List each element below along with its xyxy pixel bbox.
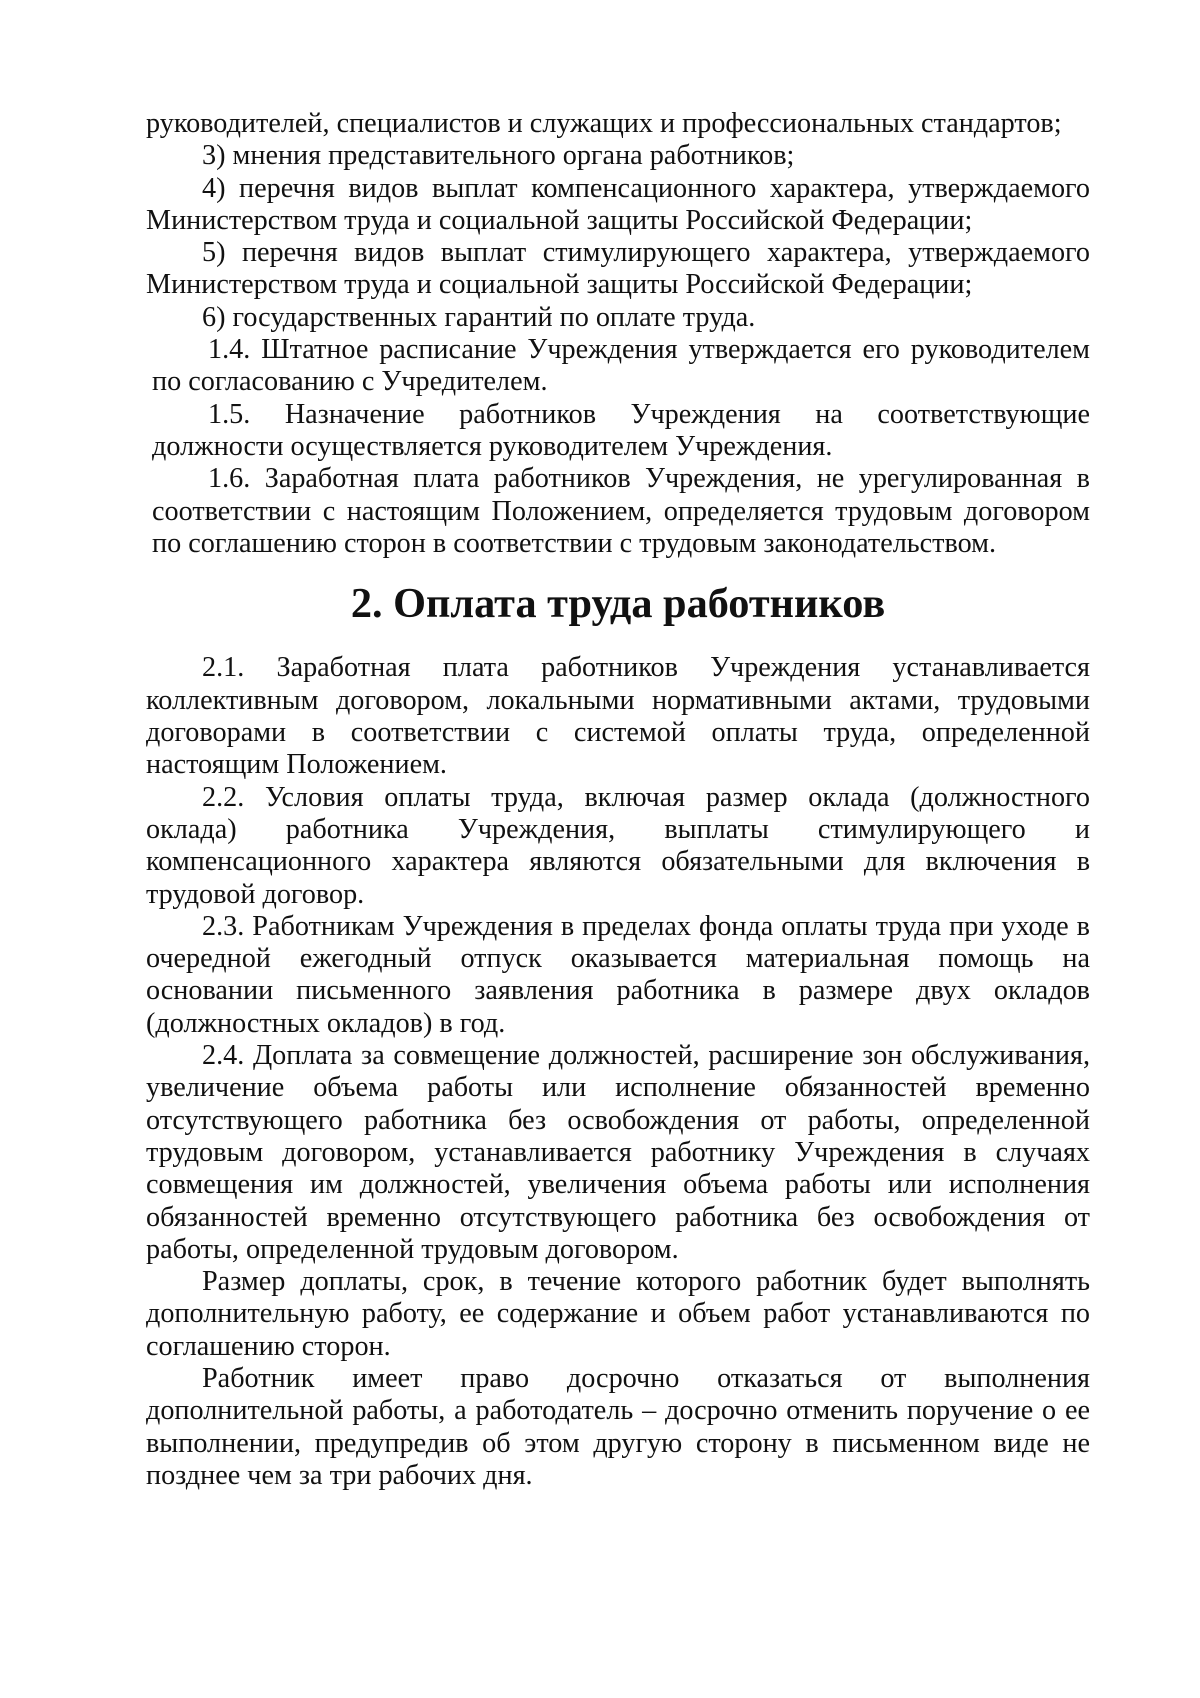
clause-1-4: 1.4. Штатное расписание Учреждения утверждается его руководителем по согласованию с Учредителем. bbox=[152, 334, 1090, 398]
clause-2-3: 2.3. Работникам Учреждения в пределах фонда оплаты труда при уходе в очередной ежегодный отпуск оказывается материальная помощь на основании письменного заявления работника в размере двух окладов (должностных окладов) в год. bbox=[146, 910, 1090, 1039]
clause-1-5: 1.5. Назначение работников Учреждения на соответствующие должности осуществляется руководителем Учреждения. bbox=[152, 398, 1090, 462]
clause-2-4: 2.4. Доплата за совмещение должностей, расширение зон обслуживания, увеличение объема работы или исполнение обязанностей временно отсутствующего работника без освобождения от работы, определенной трудовым договором, устанавливается работнику Учреждения в случаях совмещения им должностей, увеличения объема работы или исполнения обязанностей временно отсутствующего работника без освобождения от работы, определенной трудовым договором. bbox=[146, 1040, 1090, 1265]
paragraph-continuation: руководителей, специалистов и служащих и профессиональных стандартов; bbox=[146, 108, 1062, 139]
paragraph-early-termination: Работник имеет право досрочно отказаться от выполнения дополнительной работы, а работодатель – досрочно отменить поручение о ее выполнении, предупредив об этом другую сторону в письменном виде не позднее чем за три рабочих дня. bbox=[146, 1362, 1090, 1491]
list-item-6: 6) государственных гарантий по оплате труда. bbox=[202, 301, 756, 333]
paragraph-payment-terms: Размер доплаты, срок, в течение которого работник будет выполнять дополнительную работу, ее содержание и объем работ устанавливаются по соглашению сторон. bbox=[146, 1266, 1090, 1362]
clause-2-1: 2.1. Заработная плата работников Учреждения устанавливается коллективным договором, локальными нормативными актами, трудовыми договорами в соответствии с системой оплаты труда, определенной настоящим Положением. bbox=[146, 652, 1090, 781]
list-item-4: 4) перечня видов выплат компенсационного характера, утверждаемого Министерством труда и социальной защиты Российской Федерации; bbox=[146, 172, 1090, 236]
list-item-3: 3) мнения представительного органа работников; bbox=[202, 140, 795, 172]
list-item-5: 5) перечня видов выплат стимулирующего характера, утверждаемого Министерством труда и социальной защиты Российской Федерации; bbox=[146, 237, 1090, 301]
clause-2-2: 2.2. Условия оплаты труда, включая размер оклада (должностного оклада) работника Учреждения, выплаты стимулирующего и компенсационного характера являются обязательными для включения в трудовой договор. bbox=[146, 781, 1090, 910]
document-page bbox=[146, 108, 1090, 1492]
section-heading: 2. Оплата труда работников bbox=[350, 580, 886, 628]
clause-1-6: 1.6. Заработная плата работников Учреждения, не урегулированная в соответствии с настоящим Положением, определяется трудовым договором по соглашению сторон в соответствии с трудовым законодательством. bbox=[152, 463, 1090, 559]
